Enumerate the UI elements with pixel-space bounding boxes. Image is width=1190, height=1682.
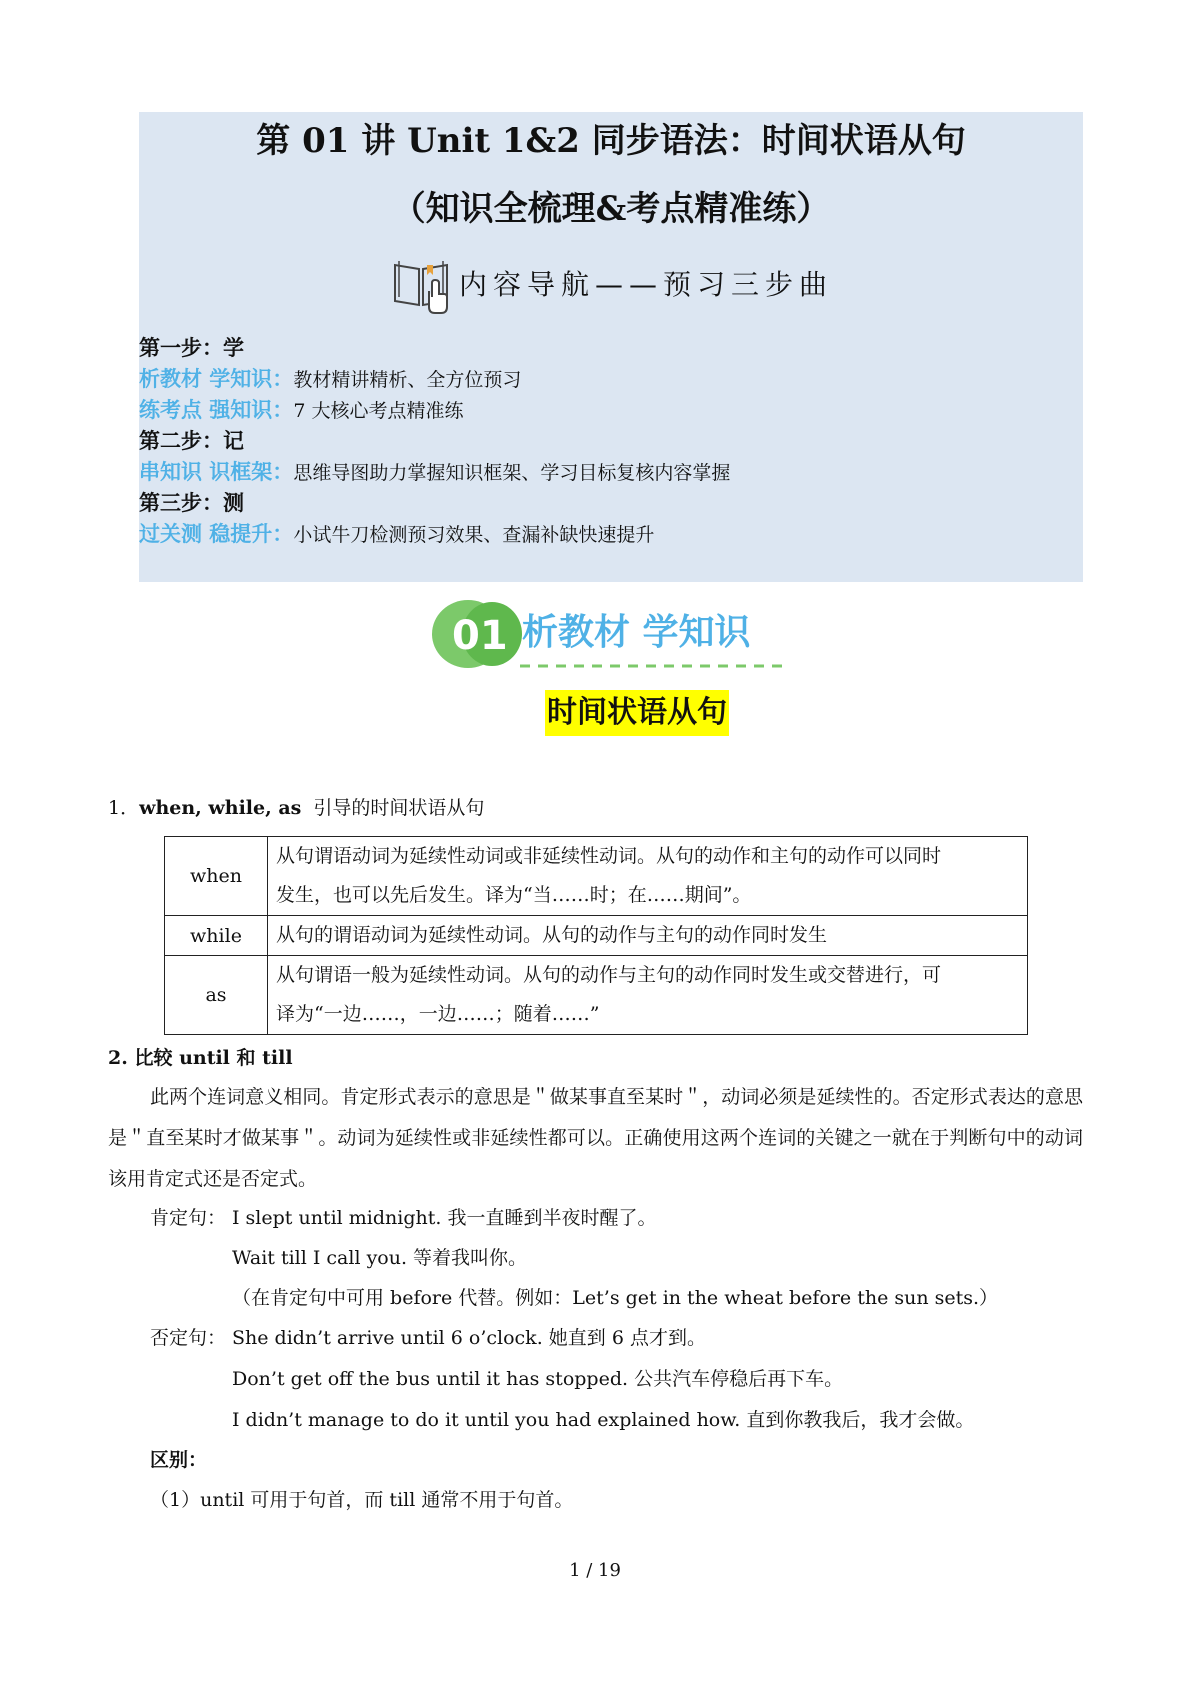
affirmative-example: I slept until midnight. 我一直睡到半夜时醒了。 (232, 1207, 657, 1229)
table-key-while: while (165, 916, 268, 956)
table-cell-line: 从句的谓语动词为延续性动词。从句的动作与主句的动作同时发生 (276, 924, 828, 946)
table-cell-line: 从句谓语一般为延续性动词。从句的动作与主句的动作同时发生或交替进行，可 (276, 964, 942, 986)
point2-paragraph: 此两个连词意义相同。肯定形式表示的意思是＂做某事直至某时＂，动词必须是延续性的。否定形式表达的意思是＂直至某时才做某事＂。动词为延续性或非延续性都可以。正确使用这两个连词的关键之一就在于判断句中的动词该用肯定式还是否定式。 (108, 1086, 1083, 1190)
step1-item2-highlight: 练考点 强知识： (139, 397, 294, 422)
table-cell-line: 译为“一边……，一边……；随着……” (276, 1003, 600, 1025)
steps-list (139, 332, 1039, 549)
step3-title: 第三步：测 (139, 490, 244, 515)
table-cell (268, 837, 1028, 916)
table-key-when: when (165, 837, 268, 916)
negative-example: I didn’t manage to do it until you had explained how. 直到你教我后，我才会做。 (232, 1409, 975, 1431)
table-row (165, 837, 1028, 916)
step2-item1 (139, 456, 1039, 487)
step3-item1-text: 小试牛刀检测预习效果、查漏补缺快速提升 (293, 524, 655, 546)
step3-item1-highlight: 过关测 稳提升： (139, 521, 294, 546)
page-subtitle: （知识全梳理&考点精准练） (391, 189, 831, 229)
step1-item2 (139, 394, 1039, 425)
table-key-as: as (165, 956, 268, 1035)
grammar-table (164, 836, 1028, 1035)
diff-label: 区别： (150, 1449, 208, 1471)
book-pointer-icon (389, 251, 453, 315)
table-row (165, 956, 1028, 1035)
table-cell (268, 956, 1028, 1035)
affirmative-example: Wait till I call you. 等着我叫你。 (232, 1247, 528, 1269)
step3-item1 (139, 518, 1039, 549)
point1-bold: when, while, as (139, 797, 302, 819)
point1-number: 1． (108, 797, 140, 819)
page-number: 1 / 19 (569, 1560, 621, 1581)
negative-example: Don’t get off the bus until it has stopped. 公共汽车停稳后再下车。 (232, 1368, 844, 1390)
affirmative-label: 肯定句： (150, 1207, 227, 1229)
section-title: 时间状语从句 (545, 690, 729, 736)
step1-title: 第一步：学 (139, 335, 244, 360)
point1-rest: 引导的时间状语从句 (313, 797, 485, 819)
point2-heading: 2. 比较 until 和 till (108, 1047, 293, 1069)
table-row (165, 916, 1028, 956)
diff-item: （1）until 可用于句首，而 till 通常不用于句首。 (150, 1489, 574, 1511)
section-badge-text: 析教材 学知识 (522, 612, 751, 653)
step1-item1 (139, 363, 1039, 394)
step1-item1-text: 教材精讲精析、全方位预习 (293, 369, 522, 391)
step2-item1-highlight: 串知识 识框架： (139, 459, 294, 484)
negative-example: She didn’t arrive until 6 o’clock. 她直到 6 点才到。 (232, 1327, 706, 1349)
point1-heading (108, 796, 484, 820)
table-cell (268, 916, 1028, 956)
affirmative-note: （在肯定句中可用 before 代替。例如：Let’s get in the wheat before the sun sets.） (232, 1287, 999, 1309)
page-title: 第 01 讲 Unit 1&2 同步语法：时间状语从句 (256, 121, 966, 161)
table-cell-line: 发生，也可以先后发生。译为“当……时；在……期间”。 (276, 884, 752, 906)
content-nav (139, 250, 1083, 316)
step1-item1-highlight: 析教材 学知识： (139, 366, 294, 391)
negative-label: 否定句： (150, 1327, 227, 1349)
section-badge (430, 596, 800, 676)
nav-label: 内容导航——预习三步曲 (458, 268, 833, 301)
step1-item2-text: 7 大核心考点精准练 (293, 400, 464, 422)
step2-title: 第二步：记 (139, 428, 244, 453)
table-cell-line: 从句谓语动词为延续性动词或非延续性动词。从句的动作和主句的动作可以同时 (276, 845, 942, 867)
step2-item1-text: 思维导图助力掌握知识框架、学习目标复核内容掌握 (293, 462, 731, 484)
section-badge-number: 01 (452, 613, 508, 659)
